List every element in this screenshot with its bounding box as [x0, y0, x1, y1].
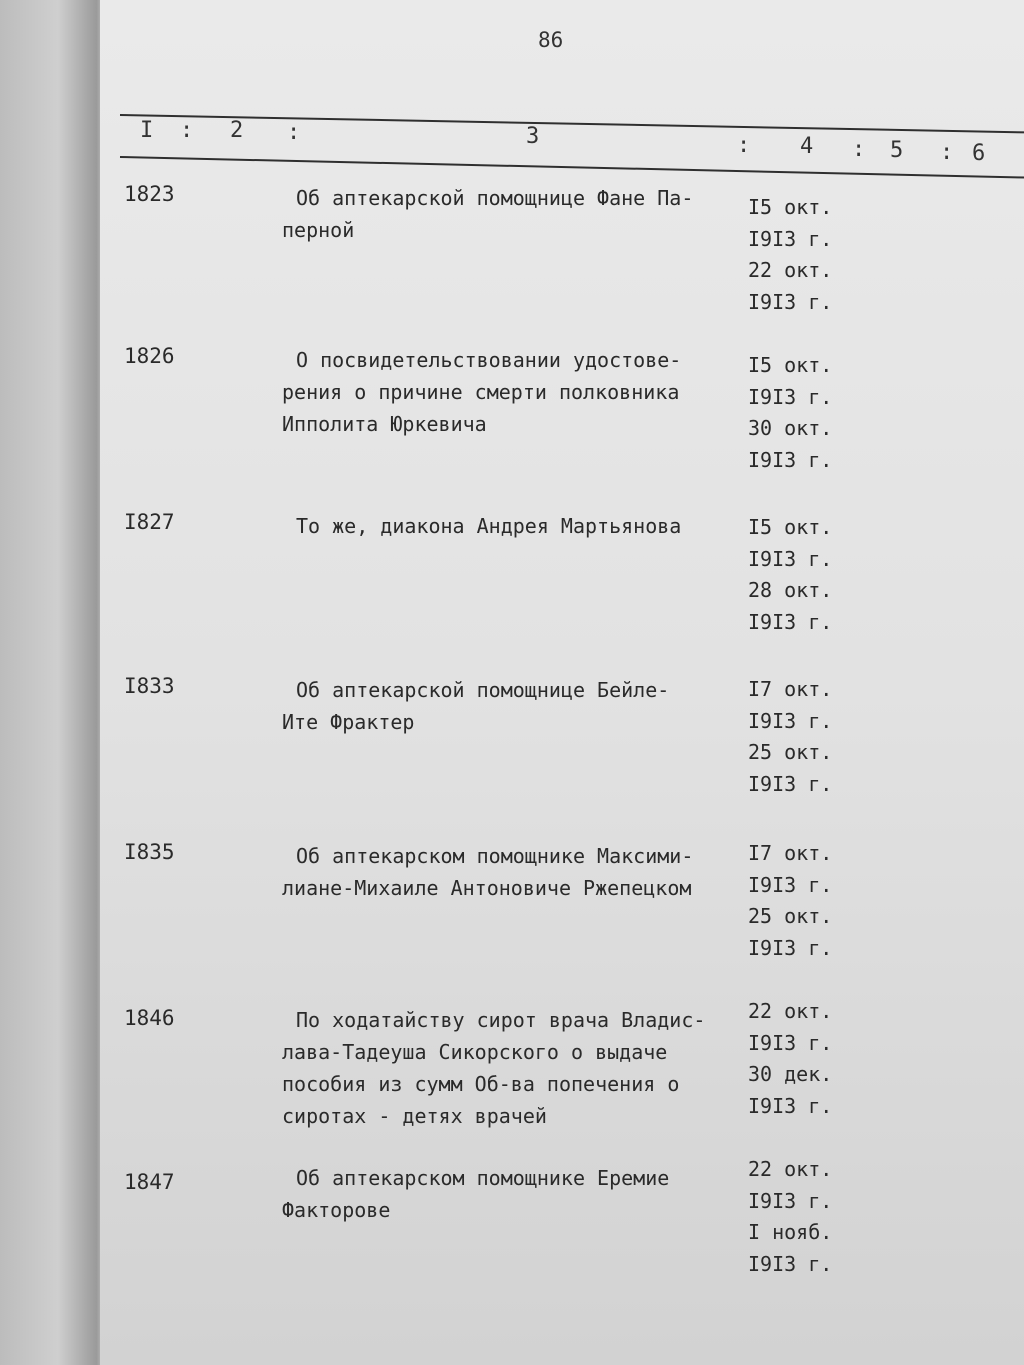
entry-number: 1846: [124, 1006, 175, 1030]
date-line: I9I3 г.: [748, 1251, 833, 1276]
title-line: сиротах - детях врачей: [282, 1104, 547, 1128]
entry-title: [282, 182, 752, 246]
date-line: I нояб.: [748, 1220, 833, 1244]
title-line: Об аптекарском помощнике Максими-: [296, 844, 694, 868]
date-line: 30 дек.: [748, 1062, 833, 1086]
date-line: 30 окт.: [748, 416, 833, 440]
page-number: 86: [538, 28, 564, 52]
entry-dates: [748, 838, 832, 964]
column-separator: :: [287, 120, 301, 145]
title-line: Об аптекарском помощнике Еремие: [296, 1166, 670, 1190]
column-separator: :: [852, 137, 866, 162]
date-line: I7 окт.: [748, 677, 833, 701]
date-line: 22 окт.: [748, 999, 833, 1023]
date-line: 25 окт.: [748, 740, 833, 764]
entry-dates: [748, 512, 832, 638]
title-line: лиане-Михаиле Антоновиче Ржепецком: [282, 876, 692, 900]
date-line: I9I3 г.: [748, 226, 833, 251]
date-line: 22 окт.: [748, 258, 833, 282]
entry-title: [282, 344, 752, 440]
entry-dates: [748, 192, 832, 318]
entry-number: I827: [124, 510, 175, 534]
date-line: I9I3 г.: [748, 872, 833, 897]
date-line: I9I3 г.: [748, 1093, 833, 1118]
title-line: То же, диакона Андрея Мартьянова: [296, 514, 682, 538]
title-line: Ите Фрактер: [282, 710, 415, 734]
date-line: I9I3 г.: [748, 289, 833, 314]
entry-title: [282, 510, 752, 542]
date-line: I9I3 г.: [748, 447, 833, 472]
column-header-5: 5: [890, 138, 904, 163]
entry-title: [282, 1162, 752, 1226]
column-separator: :: [940, 140, 954, 165]
date-line: I5 окт.: [748, 195, 833, 219]
column-separator: :: [180, 118, 194, 143]
column-separator: :: [737, 133, 751, 158]
column-header-1: I: [140, 118, 154, 143]
date-line: I9I3 г.: [748, 609, 833, 634]
title-line: лава-Тадеуша Сикорского о выдаче: [282, 1040, 668, 1064]
entry-number: I833: [124, 674, 175, 698]
title-line: По ходатайству сирот врача Владис-: [296, 1008, 706, 1032]
column-header-2: 2: [230, 118, 244, 143]
entry-dates: [748, 1154, 832, 1280]
title-line: Об аптекарской помощнице Бейле-: [296, 678, 670, 702]
entry-number: 1847: [124, 1170, 175, 1194]
entry-dates: [748, 996, 832, 1122]
date-line: I9I3 г.: [748, 384, 833, 409]
title-line: пособия из сумм Об-ва попечения о: [282, 1072, 680, 1096]
date-line: I9I3 г.: [748, 935, 833, 960]
book-binding-shadow: [0, 0, 105, 1365]
date-line: I7 окт.: [748, 841, 833, 865]
title-line: Об аптекарской помощнице Фане Па-: [296, 186, 694, 210]
date-line: I5 окт.: [748, 515, 833, 539]
date-line: 28 окт.: [748, 578, 833, 602]
title-line: рения о причине смерти полковника: [282, 380, 680, 404]
date-line: 22 окт.: [748, 1157, 833, 1181]
title-line: перной: [282, 218, 355, 242]
entry-title: [282, 674, 752, 738]
column-header-6: 6: [972, 141, 986, 166]
date-line: I9I3 г.: [748, 546, 833, 571]
date-line: I9I3 г.: [748, 771, 833, 796]
date-line: I9I3 г.: [748, 1188, 833, 1213]
date-line: 25 окт.: [748, 904, 833, 928]
entry-dates: [748, 350, 832, 476]
title-line: О посвидетельствовании удостове-: [296, 348, 682, 372]
entry-dates: [748, 674, 832, 800]
title-line: Факторове: [282, 1198, 391, 1222]
entry-number: 1823: [124, 182, 175, 206]
column-header-3: 3: [526, 124, 540, 149]
title-line: Ипполита Юркевича: [282, 412, 487, 436]
column-header-4: 4: [800, 134, 814, 159]
entry-number: I835: [124, 840, 175, 864]
date-line: I9I3 г.: [748, 708, 833, 733]
entry-title: [282, 1004, 752, 1132]
entry-number: 1826: [124, 344, 175, 368]
date-line: I5 окт.: [748, 353, 833, 377]
entry-title: [282, 840, 752, 904]
date-line: I9I3 г.: [748, 1030, 833, 1055]
